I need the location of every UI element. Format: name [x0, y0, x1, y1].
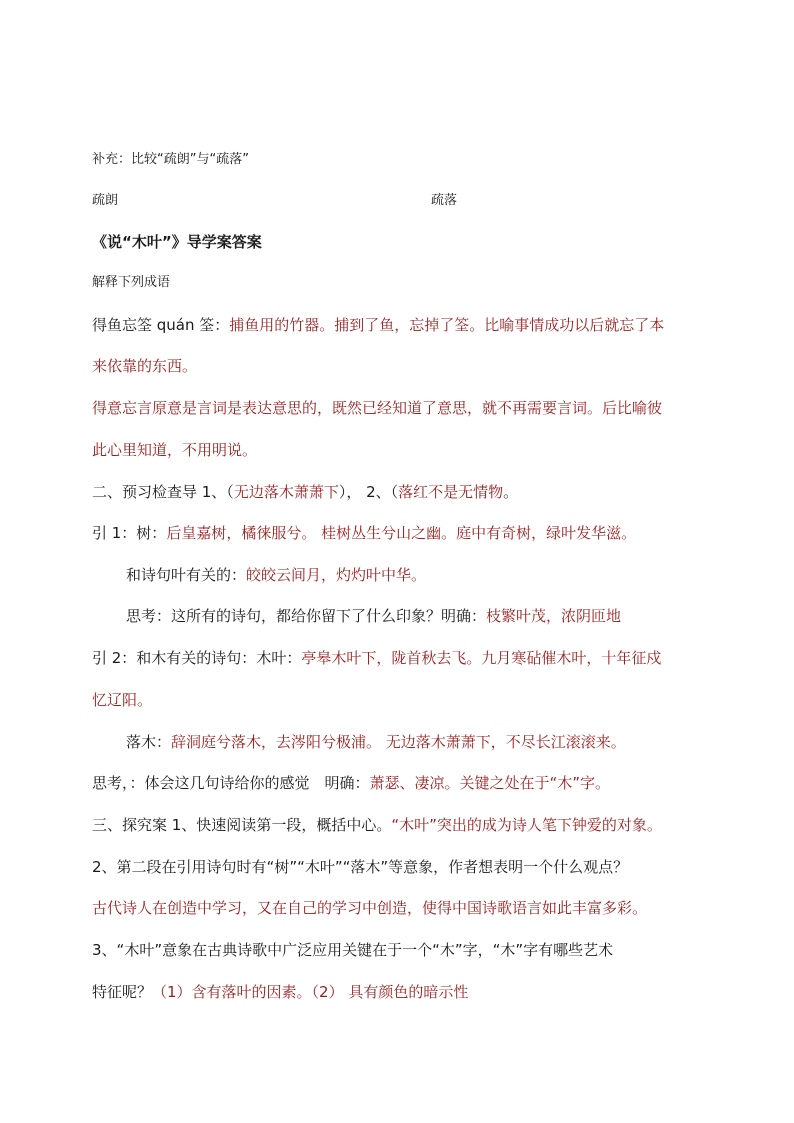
idiom-1: [92, 315, 664, 335]
supplement-col-shulang: 疏朗: [92, 193, 119, 208]
yin1-think-answer: 枝繁叶茂，浓阴匝地: [486, 607, 622, 625]
idiom-1-definition-cont: 来依靠的东西。: [92, 357, 198, 375]
idiom-1-definition: 捕鱼用的竹器。捕到了鱼，忘掉了筌。比喻事情成功以后就忘了本: [229, 316, 665, 334]
yin2-luomu-label: 落木：: [126, 733, 172, 751]
yin2-luomu: [126, 732, 626, 752]
yin2-label: 引 2：和木有关的诗句：木叶：: [92, 649, 302, 667]
yin2-think: [92, 773, 610, 793]
supplement-title: 补充：比较“疏朗”与“疏落”: [92, 152, 249, 167]
preview-answer-2: 落红不是无情物: [398, 483, 504, 501]
yin2-poems-cont: 忆辽阳。: [92, 691, 153, 709]
explore-q3-answer: （1）含有落叶的因素。（2） 具有颜色的暗示性: [152, 983, 469, 1001]
yin1-think-label: 思考：这所有的诗句，都给你留下了什么印象？明确：: [126, 607, 487, 625]
yin1-related: [126, 565, 426, 585]
explore-q1-answer: “木叶”突出的成为诗人笔下钟爱的对象。: [391, 816, 662, 834]
explore-q3-cont: [92, 982, 468, 1002]
yin1-poems: 后皇嘉树，橘徕服兮。 桂树丛生兮山之幽。庭中有奇树，绿叶发华滋。: [166, 524, 637, 542]
yin2-luomu-poems: 辞洞庭兮落木，去涔阳兮极浦。 无边落木萧萧下，不尽长江滚滚来。: [171, 733, 626, 751]
yin1-tree: [92, 523, 636, 543]
supplement-col-shuluo: 疏落: [431, 193, 458, 208]
answer-title: 《说“木叶”》导学案答案: [92, 233, 262, 251]
explore-q1: [92, 815, 662, 835]
idioms-heading: 解释下列成语: [92, 275, 171, 290]
preview-answer-1: 无边落木萧萧下: [233, 483, 339, 501]
explore-q2: 2、第二段在引用诗句时有“树”“木叶”“落木”等意象，作者想表明一个什么观点？: [92, 858, 629, 876]
yin1-related-label: 和诗句叶有关的：: [126, 566, 247, 584]
idiom-2: 得意忘言原意是言词是表达意思的，既然已经知道了意思，就不再需要言词。后比喻彼: [92, 399, 663, 417]
preview-mid: ）， 2、（: [338, 483, 399, 501]
preview-prefix: 二、预习检查导 1、（: [92, 483, 234, 501]
yin2-wood: [92, 648, 661, 668]
preview-suffix: 。: [503, 483, 519, 501]
yin2-think-answer: 萧瑟、凄凉。关键之处在于“木”字。: [369, 774, 611, 792]
explore-q3-label: 特征呢？: [92, 983, 153, 1001]
yin1-label: 引 1：树：: [92, 524, 167, 542]
explore-q2-answer: 古代诗人在创造中学习，又在自己的学习中创造，使得中国诗歌语言如此丰富多彩。: [92, 899, 648, 917]
idiom-2-cont: 此心里知道，不用明说。: [92, 441, 258, 459]
yin2-think-label: 思考，：体会这几句诗给你的感觉 明确：: [92, 774, 370, 792]
explore-q1-label: 三、探究案 1、快速阅读第一段，概括中心。: [92, 816, 392, 834]
yin1-think: [126, 606, 621, 626]
yin1-related-poem: 皎皎云间月，灼灼叶中华。: [246, 566, 427, 584]
explore-q3: 3、“木叶”意象在古典诗歌中广泛应用关键在于一个“木”字，“木”字有哪些艺术: [92, 941, 614, 959]
idiom-1-term: 得鱼忘筌 quán 筌：: [92, 316, 230, 334]
preview-check: [92, 482, 518, 502]
yin2-poems: 亭皋木叶下，陇首秋去飞。九月寒砧催木叶，十年征戍: [301, 649, 662, 667]
